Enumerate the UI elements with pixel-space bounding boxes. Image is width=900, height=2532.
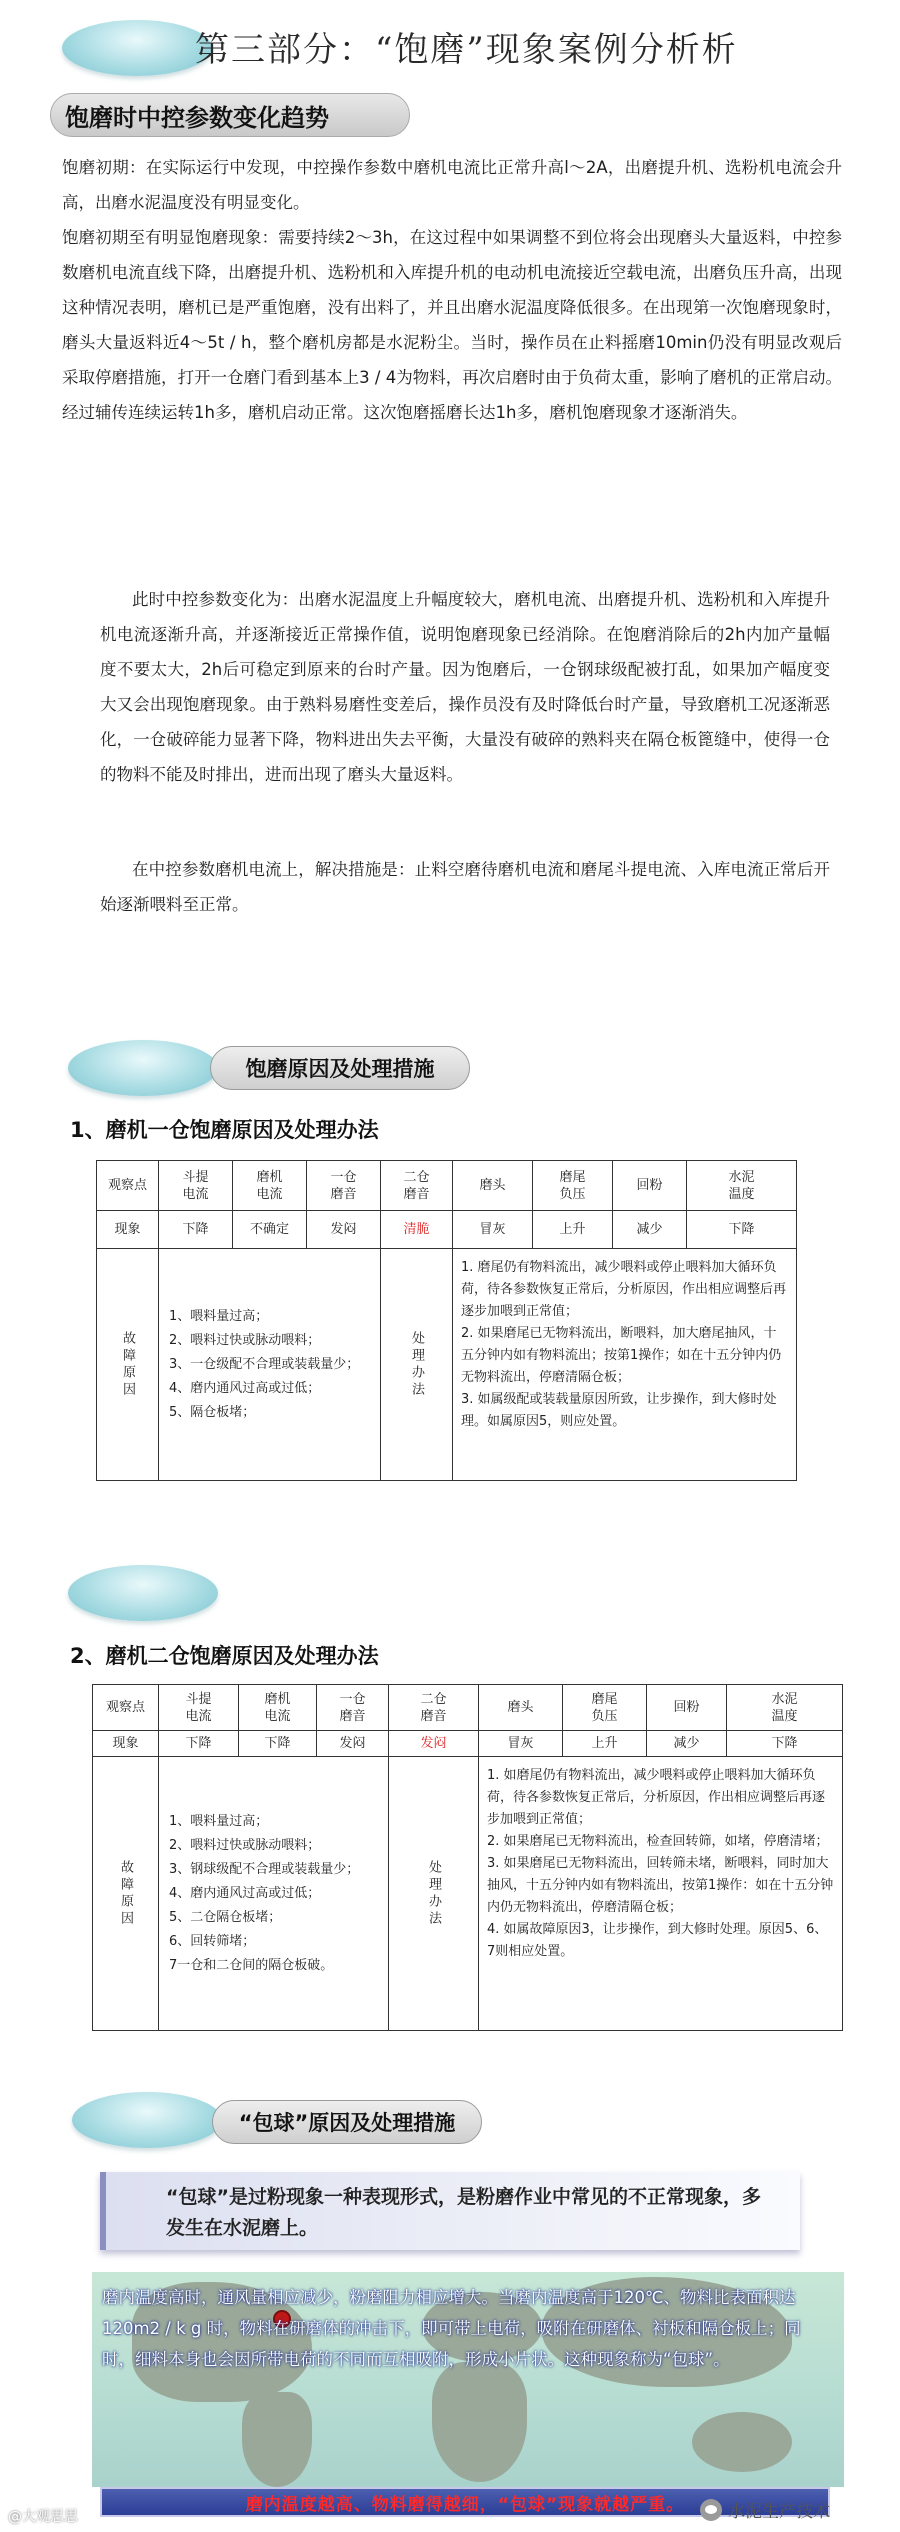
paragraph-params: 此时中控参数变化为：出磨水泥温度上升幅度较大，磨机电流、出磨提升机、选粉机和入库提升机电流逐渐升高，并逐渐接近正常操作值，说明饱磨现象已经消除。在饱磨消除后的2h内加产量幅度不要太大，2h后可稳定到原来的台时产量。因为饱磨后，一仓钢球级配被打乱，如果加产幅度变大又会出现饱磨现象。由于熟料易磨性变差后，操作员没有及时降低台时产量，导致磨机工况逐渐恶化，一仓破碎能力显著下降，物料进出失去平衡，大量没有破碎的熟料夹在隔仓板篦缝中，使得一仓的物料不能及时排出，进而出现了磨头大量返料。: [100, 590, 830, 784]
table-cell: 减少: [613, 1211, 687, 1249]
watermark-left: @大观思思: [8, 2509, 78, 2525]
table-cell: 斗提 电流: [159, 1161, 233, 1211]
measure-label: 处理办法: [426, 1859, 441, 1928]
measure-item: 1. 磨尾仍有物料流出，减少喂料或停止喂料加大循环负荷，待各参数恢复正常后，分析原因，作出相应调整后再逐步加喂到正常值；: [461, 1260, 787, 1319]
table-cell: 磨机 电流: [239, 1685, 317, 1731]
ball-explanation: 磨内温度高时，通风量相应减少，粉磨阻力相应增大。当磨内温度高于120℃、物料比表面积达120m2 / k g 时，物料在研磨体的冲击下，即可带上电荷，吸附在研磨体、衬板和隔仓板上；同时，细料本身也会因所带电荷的不同而互相吸附，形成小片状。这种现象称为“包球”。: [102, 2288, 801, 2369]
reason-item: 6、回转筛堵；: [169, 1933, 256, 1949]
paragraph-solution: 在中控参数磨机电流上，解决措施是：止料空磨待磨机电流和磨尾斗提电流、入库电流正常后开始逐渐喂料至正常。: [100, 860, 830, 914]
measure-item: 3. 如属级配或装载量原因所致，让步操作，到大修时处理。如属原因5，则应处置。: [461, 1392, 777, 1429]
table-cell: 发闷: [317, 1731, 389, 1757]
table-cell: [97, 1249, 159, 1481]
table-cell: 水泥 温度: [687, 1161, 797, 1211]
section-oval-decoration: [72, 2092, 222, 2148]
table-cell: 上升: [533, 1211, 613, 1249]
reason-item: 1、喂料量过高；: [169, 1813, 269, 1829]
reason-item: 1、喂料量过高；: [169, 1308, 269, 1324]
table-cell: 磨机 电流: [233, 1161, 307, 1211]
measure-label: 处理办法: [409, 1330, 424, 1399]
reason-item: 3、钢球级配不合理或装载量少；: [169, 1861, 360, 1877]
table-cell: [381, 1249, 453, 1481]
table-cell: 磨头: [479, 1685, 563, 1731]
trend-banner: 饱磨时中控参数变化趋势: [50, 93, 410, 137]
table-cell: 下降: [727, 1731, 843, 1757]
measure-list: [453, 1249, 797, 1481]
mill2-table: [92, 1684, 843, 2031]
watermark-right-text: 水泥生产技术: [728, 2502, 830, 2522]
measure-list: [479, 1757, 843, 2031]
table-cell: 发闷: [307, 1211, 381, 1249]
title-oval-decoration: [62, 20, 212, 76]
table-row: [93, 1731, 843, 1757]
table-cell: 磨尾 负压: [533, 1161, 613, 1211]
wechat-icon: [700, 2499, 722, 2521]
table-cell: 回粉: [647, 1685, 727, 1731]
table-cell: 观察点: [97, 1161, 159, 1211]
mill1-table: [96, 1160, 797, 1481]
table-cell: 下降: [687, 1211, 797, 1249]
table-cell: 水泥 温度: [727, 1685, 843, 1731]
reason-list: [159, 1757, 389, 2031]
table-cell: 清脆: [381, 1211, 453, 1249]
reason-item: 5、隔仓板堵；: [169, 1404, 256, 1420]
reason-item: 4、磨内通风过高或过低；: [169, 1885, 321, 1901]
ball-conclusion-bar: 磨内温度越高、物料磨得越细，“包球”现象就越严重。: [100, 2487, 830, 2517]
mill2-title: 2、磨机二仓饱磨原因及处理办法: [70, 1644, 379, 1668]
reason-item: 5、二仓隔仓板堵；: [169, 1909, 282, 1925]
table-cell: 回粉: [613, 1161, 687, 1211]
section-cause-heading: 饱磨原因及处理措施: [210, 1046, 470, 1090]
table-row: [97, 1249, 797, 1481]
section-oval-decoration: [68, 1040, 218, 1096]
watermark-right: [700, 2497, 830, 2522]
paragraph-initial: 饱磨初期：在实际运行中发现，中控操作参数中磨机电流比正常升高l～2A，出磨提升机、选粉机电流会升高，出磨水泥温度没有明显变化。: [62, 158, 842, 212]
reason-label: 故障原因: [120, 1330, 135, 1399]
table-cell: 减少: [647, 1731, 727, 1757]
measure-item: 2. 如果磨尾已无物料流出，检查回转筛，如堵，停磨清堵；: [487, 1834, 829, 1849]
reason-item: 2、喂料过快或脉动喂料；: [169, 1837, 321, 1853]
table-cell: 观察点: [93, 1685, 159, 1731]
measure-item: 3. 如果磨尾已无物料流出，回转筛未堵，断喂料，同时加大抽风，十五分钟内如有物料流出，按第1操作：如在十五分钟内仍无物料流出，停磨清隔仓板；: [487, 1856, 834, 1915]
table-cell: [93, 1757, 159, 2031]
section-oval-decoration: [68, 1565, 218, 1621]
table-cell: 一仓 磨音: [307, 1161, 381, 1211]
reason-item: 4、磨内通风过高或过低；: [169, 1380, 321, 1396]
table-cell: 冒灰: [453, 1211, 533, 1249]
table-cell: 不确定: [233, 1211, 307, 1249]
reason-item: 7一仓和二仓间的隔仓板破。: [169, 1957, 334, 1973]
table-cell: 发闷: [389, 1731, 479, 1757]
reason-label: 故障原因: [118, 1859, 133, 1928]
table-header-row: [97, 1161, 797, 1211]
continent-shape: [242, 2392, 312, 2487]
continent-shape: [692, 2412, 792, 2472]
table-cell: 一仓 磨音: [317, 1685, 389, 1731]
table-cell: 磨尾 负压: [563, 1685, 647, 1731]
table-cell: 下降: [159, 1211, 233, 1249]
measure-item: 4. 如属故障原因3，让步操作，到大修时处理。原因5、6、7则相应处置。: [487, 1922, 828, 1959]
table-cell: 磨头: [453, 1161, 533, 1211]
ball-definition-banner: “包球”是过粉现象一种表现形式，是粉磨作业中常见的不正常现象，多发生在水泥磨上。: [100, 2172, 800, 2250]
table-cell: 下降: [159, 1731, 239, 1757]
table-cell: 上升: [563, 1731, 647, 1757]
table-cell: 下降: [239, 1731, 317, 1757]
table-cell: [389, 1757, 479, 2031]
measure-item: 1. 如磨尾仍有物料流出，减少喂料或停止喂料加大循环负荷，待各参数恢复正常后，分析原因，作出相应调整后再逐步加喂到正常值；: [487, 1768, 826, 1827]
table-cell: 二仓 磨音: [381, 1161, 453, 1211]
table-cell: 现象: [93, 1731, 159, 1757]
table-cell: 冒灰: [479, 1731, 563, 1757]
measure-item: 2. 如果磨尾已无物料流出，断喂料，加大磨尾抽风，十五分钟内如有物料流出；按第1操作；如在十五分钟内仍无物料流出，停磨清隔仓板；: [461, 1326, 782, 1385]
page-title: 第三部分：“饱磨”现象案例分析析: [195, 30, 738, 70]
reason-item: 2、喂料过快或脉动喂料；: [169, 1332, 321, 1348]
reason-item: 3、一仓级配不合理或装载量少；: [169, 1356, 360, 1372]
paragraph-severe: 饱磨初期至有明显饱磨现象：需要持续2～3h，在这过程中如果调整不到位将会出现磨头大量返料，中控参数磨机电流直线下降，出磨提升机、选粉机和入库提升机的电动机电流接近空载电流，出磨负压升高，出现这种情况表明，磨机已是严重饱磨，没有出料了，并且出磨水泥温度降低很多。在出现第一次饱磨现象时，磨头大量返料近4～5t / h，整个磨机房都是水泥粉尘。当时，操作员在止料摇磨10min仍没有明显改观后采取停磨措施，打开一仓磨门看到基本上3 / 4为物料，再次启磨时由于负荷太重，影响了磨机的正常启动。经过辅传连续运转1h多，磨机启动正常。这次饱磨摇磨长达1h多，磨机饱磨现象才逐渐消失。: [62, 228, 842, 422]
table-row: [93, 1757, 843, 2031]
table-row: [97, 1211, 797, 1249]
table-cell: 现象: [97, 1211, 159, 1249]
continent-shape: [432, 2362, 527, 2482]
table-header-row: [93, 1685, 843, 1731]
section-ball-heading: “包球”原因及处理措施: [212, 2100, 482, 2144]
table-cell: 二仓 磨音: [389, 1685, 479, 1731]
table-cell: 斗提 电流: [159, 1685, 239, 1731]
mill1-title: 1、磨机一仓饱磨原因及处理办法: [70, 1118, 379, 1142]
reason-list: [159, 1249, 381, 1481]
